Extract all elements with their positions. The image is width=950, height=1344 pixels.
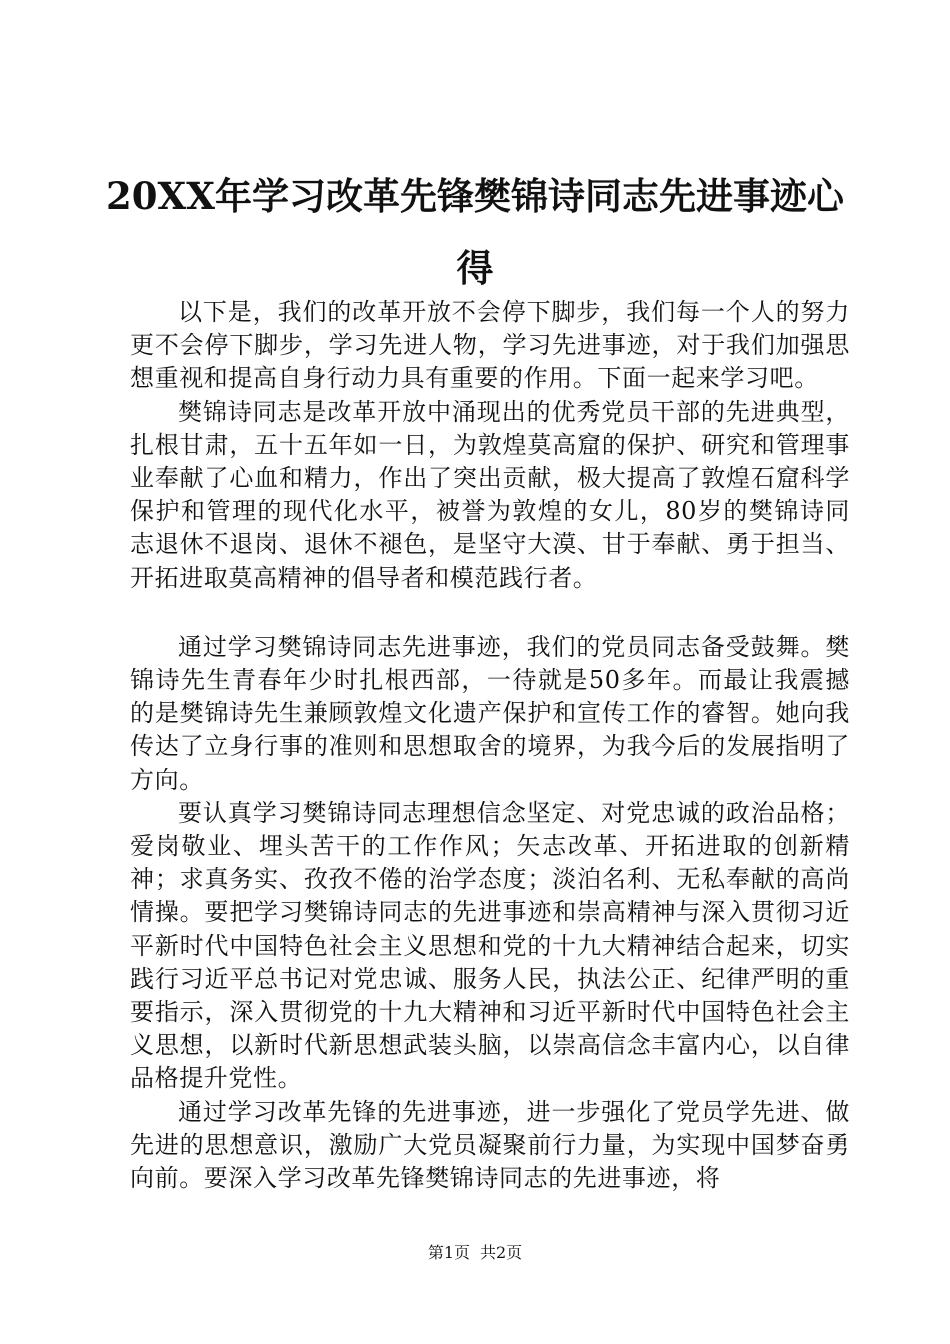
page-footer	[0, 1243, 950, 1263]
paragraph-study-requirements: 要认真学习樊锦诗同志理想信念坚定、对党忠诚的政治品格；爱岗敬业、埋头苦干的工作作风；矢志改革、开拓进取的创新精神；求真务实、孜孜不倦的治学态度；淡泊名利、无私奉献的高尚情操。要把学习樊锦诗同志的先进事迹和崇高精神与深入贯彻习近平新时代中国特色社会主义思想和党的十九大精神结合起来，切实践行习近平总书记对党忠诚、服务人民，执法公正、纪律严明的重要指示，深入贯彻党的十九大精神和习近平新时代中国特色社会主义思想，以新时代新思想武装头脑，以崇高信念丰富内心，以自律品格提升党性。	[130, 798, 850, 1093]
paragraph-conclusion: 通过学习改革先锋的先进事迹，进一步强化了党员学先进、做先进的思想意识，激励广大党员凝聚前行力量，为实现中国梦奋勇向前。要深入学习改革先锋樊锦诗同志的先进事迹，将	[130, 1097, 850, 1193]
page-number: 第1页	[427, 1243, 470, 1262]
title-line-2: 得	[456, 246, 494, 290]
document-title	[100, 160, 850, 304]
page-total: 共2页	[480, 1243, 523, 1262]
paragraph-intro: 以下是，我们的改革开放不会停下脚步，我们每一个人的努力更不会停下脚步，学习先进人物，学习先进事迹，对于我们加强思想重视和提高自身行动力具有重要的作用。下面一起来学习吧。	[130, 298, 850, 393]
paragraph-biography: 樊锦诗同志是改革开放中涌现出的优秀党员干部的先进典型，扎根甘肃，五十五年如一日，为敦煌莫高窟的保护、研究和管理事业奉献了心血和精力，作出了突出贡献，极大提高了敦煌石窟科学保护和管理的现代化水平，被誉为敦煌的女儿，80岁的樊锦诗同志退休不退岗、退休不褪色，是坚守大漠、甘于奉献、勇于担当、开拓进取莫高精神的倡导者和模范践行者。	[130, 397, 850, 592]
document-body	[130, 296, 850, 1195]
title-line-1: 20XX年学习改革先锋樊锦诗同志先进事迹心	[106, 174, 844, 218]
paragraph-inspiration: 通过学习樊锦诗同志先进事迹，我们的党员同志备受鼓舞。樊锦诗先生青春年少时扎根西部，一待就是50多年。而最让我震撼的是樊锦诗先生兼顾敦煌文化遗产保护和宣传工作的睿智。她向我传达了立身行事的准则和思想取舍的境界，为我今后的发展指明了方向。	[130, 632, 850, 794]
